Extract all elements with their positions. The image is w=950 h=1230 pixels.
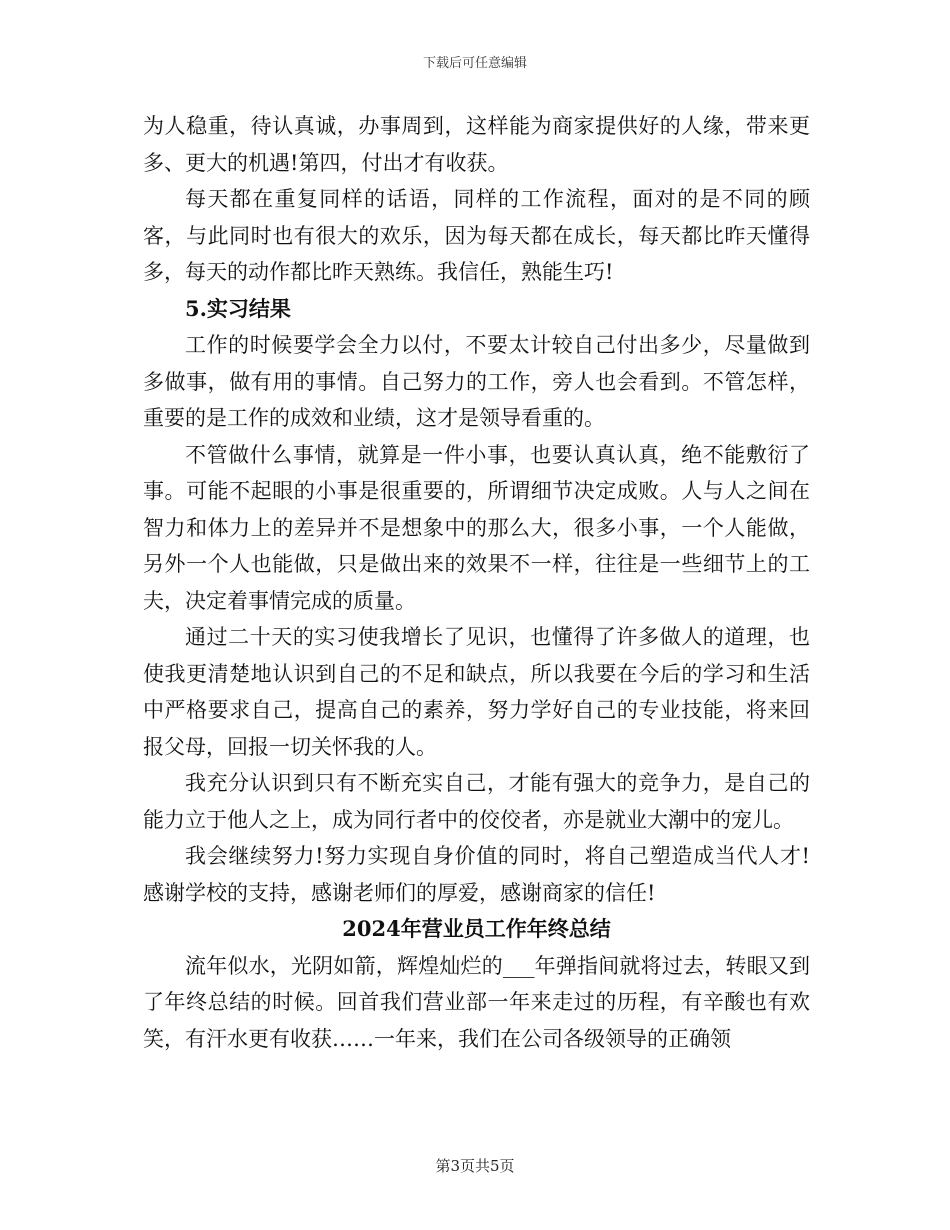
section-heading-internship-result: 5.实习结果 [185,295,291,321]
paragraph: 每天都在重复同样的话语，同样的工作流程，面对的是不同的顾客，与此同时也有很大的欢乐，因为每天都在成长，每天都比昨天懂得多，每天的动作都比昨天熟练。我信任，熟能生巧! [143,187,810,284]
paragraph: 我充分认识到只有不断充实自己，才能有强大的竞争力，是自己的能力立于他人之上，成为同行者中的佼佼者，亦是就业大潮中的宠儿。 [143,771,810,832]
paragraph: 通过二十天的实习使我增长了见识，也懂得了许多做人的道理，也使我更清楚地认识到自己的不足和缺点，所以我要在今后的学习和生活中严格要求自己，提高自己的素养，努力学好自己的专业技能，将来回报父母，回报一切关怀我的人。 [143,625,810,759]
paragraph: 不管做什么事情，就算是一件小事，也要认真认真，绝不能敷衍了事。可能不起眼的小事是很重要的，所谓细节决定成败。人与人之间在智力和体力上的差异并不是想象中的那么大，很多小事，一个人能做，另外一个人也能做，只是做出来的效果不一样，往往是一些细节上的工夫，决定着事情完成的质量。 [143,442,810,613]
paragraph: 我会继续努力!努力实现自身价值的同时，将自己塑造成当代人才!感谢学校的支持，感谢老师们的厚爱，感谢商家的信任! [143,844,810,905]
paragraph-continued: 为人稳重，待认真诚，办事周到，这样能为商家提供好的人缘，带来更多、更大的机遇!第四，付出才有收获。 [143,114,810,175]
paragraph: 流年似水，光阴如箭，辉煌灿烂的___年弹指间就将过去，转眼又到了年终总结的时候。回首我们营业部一年来走过的历程，有辛酸也有欢笑，有汗水更有收获……一年来，我们在公司各级领导的正确领 [143,953,810,1051]
paragraph: 工作的时候要学会全力以付，不要太计较自己付出多少，尽量做到多做事，做有用的事情。自己努力的工作，旁人也会看到。不管怎样，重要的是工作的成效和业绩，这才是领导看重的。 [143,333,810,430]
page-number: 第3页共5页 [435,1157,515,1175]
document-title-year-end-summary: 2024年营业员工作年终总结 [342,916,611,941]
page-header-note: 下载后可任意编辑 [422,56,527,71]
document-body [143,108,810,1057]
